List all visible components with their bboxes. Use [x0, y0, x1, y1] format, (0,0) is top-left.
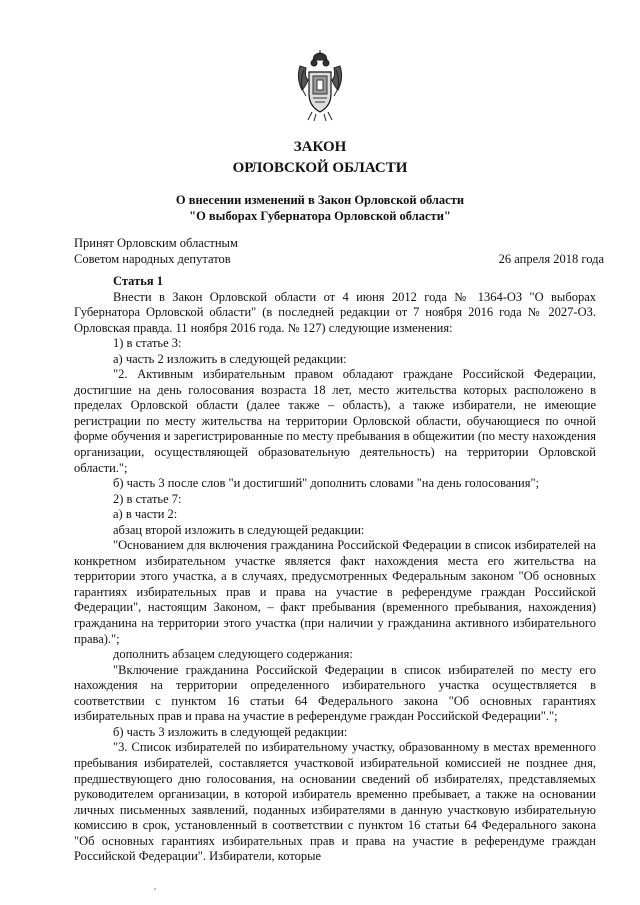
- article-paragraph: "2. Активным избирательным правом обладают граждане Российской Федерации, достигшие на день голосования возраста 18 лет, место жительства которых расположено в пределах Орловской области (далее также – область), а также избиратели, не имеющие регистрации по месту жительства на территории Орловской области, обучающиеся по очной форме обучения и зарегистрированные по месту пребывания в общежитии (по месту нахождения организации, осуществляющей образовательную деятельность) на территории Орловской области.";: [74, 367, 596, 475]
- article-paragraph: б) часть 3 изложить в следующей редакции:: [113, 724, 348, 739]
- adoption-body: [74, 235, 238, 267]
- article-paragraph: а) часть 2 изложить в следующей редакции:: [113, 351, 347, 366]
- article-paragraph: 1) в статье 3:: [113, 336, 182, 351]
- article-paragraph: 2) в статье 7:: [113, 491, 182, 506]
- article-paragraph: "Основанием для включения гражданина Российской Федерации в список избирателей на конкретном избирательном участке является факт нахождения места его жительства на территории этого участка, а в случаях, предусмотренных Федеральным законом "Об основных гарантиях избирательных прав и права на участие в референдуме граждан Российской Федерации", настоящим Законом, – факт пребывания (временного пребывания, нахождения) гражданина на территории этого участка (при наличии у гражданина активного избирательного права).";: [74, 538, 596, 646]
- coat-of-arms-emblem: [294, 50, 346, 122]
- region-title: ОРЛОВСКОЙ ОБЛАСТИ: [232, 160, 408, 176]
- article-heading: Статья 1: [113, 274, 163, 288]
- article-body: [74, 274, 596, 865]
- law-subject-line-1: О внесении изменений в Закон Орловской области: [175, 193, 465, 207]
- adoption-line-2: Советом народных депутатов: [74, 252, 231, 266]
- law-title: ЗАКОН: [293, 139, 347, 155]
- article-paragraph: абзац второй изложить в следующей редакции:: [113, 522, 365, 537]
- adoption-date: 26 апреля 2018 года: [498, 252, 604, 266]
- scan-speck: [154, 888, 156, 890]
- law-subject-line-2: "О выборах Губернатора Орловской области": [189, 209, 451, 223]
- article-paragraph: "Включение гражданина Российской Федерации в список избирателей по месту его нахождения на территории определенного избирательного участка осуществляется в соответствии с пунктом 16 статьи 64 Федерального закона "Об основных гарантиях избирательных прав и права на участие в референдуме граждан Российской Федерации".";: [74, 662, 596, 724]
- article-paragraph: б) часть 3 после слов "и достигший" дополнить словами "на день голосования";: [113, 476, 540, 491]
- article-paragraph: дополнить абзацем следующего содержания:: [113, 647, 353, 662]
- article-paragraph: а) в части 2:: [113, 507, 178, 522]
- adoption-line-1: Принят Орловским областным: [74, 236, 238, 250]
- article-paragraph: Внести в Закон Орловской области от 4 июня 2012 года № 1364-ОЗ "О выборах Губернатора Орловской области" (в последней редакции от 7 ноября 2016 года № 2027-ОЗ. Орловская правда. 11 ноября 2016 года. № 127) следующие изменения:: [74, 289, 596, 335]
- article-paragraph: "3. Список избирателей по избирательному участку, образованному в местах временного пребывания избирателей, составляется участковой избирательной комиссией не позднее дня, предшествующего дню голосования, на основании сведений об избирателях, представляемых руководителем организации, в которой избиратель временно пребывает, а также на основании личных письменных заявлений, поданных избирателями в данную участковую избирательную комиссию в срок, установленный в соответствии с пунктом 16 статьи 64 Федерального закона "Об основных гарантиях избирательных прав и права на участие в референдуме граждан Российской Федерации". Избиратели, которые: [74, 740, 596, 864]
